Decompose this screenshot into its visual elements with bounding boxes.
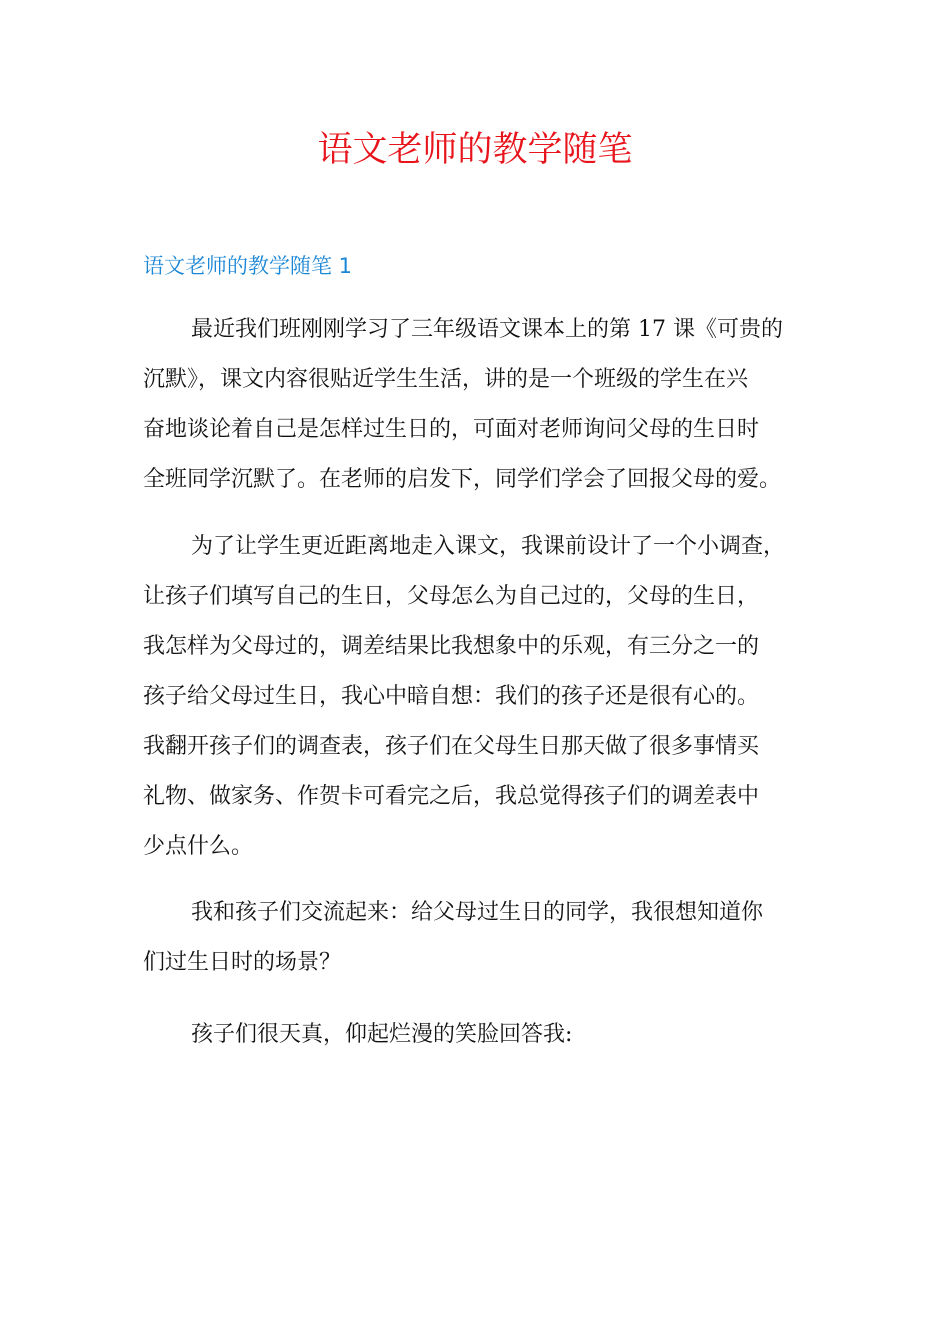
paragraph-line: 我翻开孩子们的调查表，孩子们在父母生日那天做了很多事情买 — [143, 734, 760, 759]
paragraph-line: 少点什么。 — [143, 834, 254, 859]
paragraph-line: 沉默》，课文内容很贴近学生生活，讲的是一个班级的学生在兴 — [143, 367, 749, 392]
paragraph-2 — [143, 522, 813, 872]
paragraph-line: 我和孩子们交流起来：给父母过生日的同学，我很想知道你 — [191, 900, 764, 925]
paragraph-line: 们过生日时的场景？ — [143, 950, 342, 975]
section-heading: 语文老师的教学随笔 1 — [143, 254, 353, 278]
paragraph-line: 奋地谈论着自己是怎样过生日的，可面对老师询问父母的生日时 — [143, 417, 760, 442]
paragraph-4 — [143, 1010, 813, 1060]
paragraph-line: 礼物、做家务、作贺卡可看完之后，我总觉得孩子们的调差表中 — [143, 784, 760, 809]
paragraph-line: 为了让学生更近距离地走入课文，我课前设计了一个小调查， — [191, 534, 786, 559]
paragraph-1 — [143, 305, 813, 505]
paragraph-line: 最近我们班刚刚学习了三年级语文课本上的第 17 课《可贵的 — [191, 317, 783, 342]
paragraph-line: 孩子给父母过生日，我心中暗自想：我们的孩子还是很有心的。 — [143, 684, 760, 709]
paragraph-line: 让孩子们填写自己的生日，父母怎么为自己过的，父母的生日， — [143, 584, 760, 609]
paragraph-line: 我怎样为父母过的，调差结果比我想象中的乐观，有三分之一的 — [143, 634, 760, 659]
paragraph-3 — [143, 888, 813, 988]
paragraph-line: 孩子们很天真，仰起烂漫的笑脸回答我: — [191, 1022, 573, 1047]
paragraph-line: 全班同学沉默了。在老师的启发下，同学们学会了回报父母的爱。 — [143, 467, 782, 492]
document-title: 语文老师的教学随笔 — [317, 130, 633, 170]
